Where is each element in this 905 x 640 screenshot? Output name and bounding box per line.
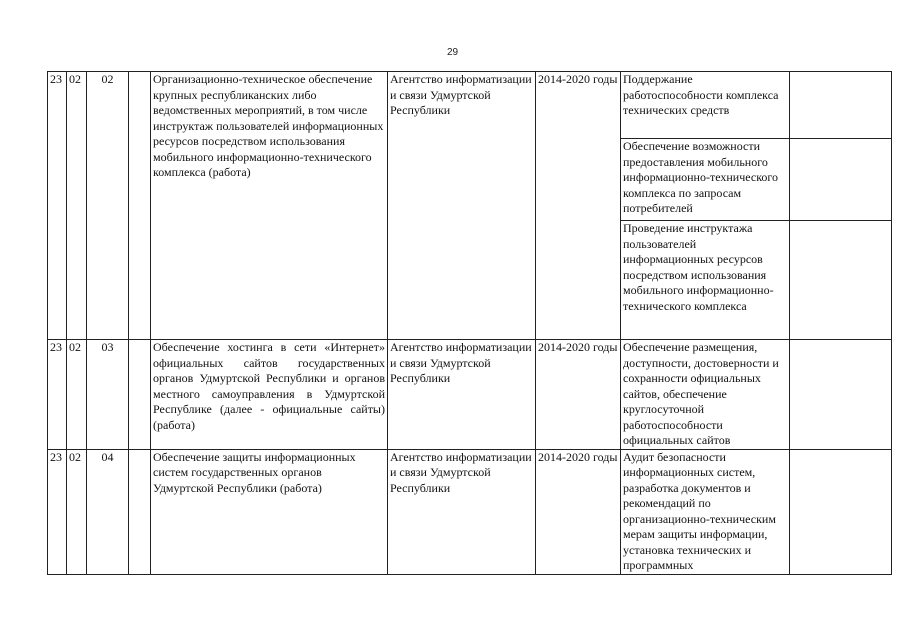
table-row [48,72,892,139]
item-code-cell: 02 [87,72,129,340]
section-code-cell: 23 [48,72,67,340]
indicator-cell [790,340,892,450]
activity-description-cell: Обеспечение хостинга в сети «Интернет» официальных сайтов государственных органов Удмуртской Республики и органов местного самоуправления в Удмуртской Республике (далее - официальные сайты) (работа) [151,340,388,450]
activity-description-cell: Обеспечение защиты информационных систем государственных органов Удмуртской Республики (работа) [151,449,388,574]
executor-cell: Агентство информатизации и связи Удмуртской Республики [388,340,536,450]
item-code-cell: 03 [87,340,129,450]
indicator-cell [790,449,892,574]
page-number: 29 [446,47,459,58]
result-cell: Аудит безопасности информационных систем, разработка документов и рекомендаций по организационно-техническим мерам защиты информации, установка технических и программных [621,449,790,574]
indicator-cell [790,139,892,221]
indicator-cell [790,72,892,139]
activity-description-cell: Организационно-техническое обеспечение крупных республиканских либо ведомственных мероприятий, в том числе инструктаж пользователей информационных ресурсов посредством использования мобильного информационно-технического комплекса (работа) [151,72,388,340]
executor-cell: Агентство информатизации и связи Удмуртской Республики [388,449,536,574]
period-cell: 2014-2020 годы [536,340,621,450]
subsection-code-cell: 02 [67,340,87,450]
result-cell: Обеспечение возможности предоставления мобильного информационно-технического комплекса по запросам потребителей [621,139,790,221]
indicator-cell [790,221,892,338]
table-row [48,340,892,450]
result-cell: Проведение инструктажа пользователей информационных ресурсов посредством использования мобильного информационно-технического комплекса [621,221,790,340]
table-row [48,449,892,574]
empty-code-cell [129,72,151,340]
period-cell: 2014-2020 годы [536,449,621,574]
section-code-cell: 23 [48,449,67,574]
period-cell: 2014-2020 годы [536,72,621,340]
executor-cell: Агентство информатизации и связи Удмуртской Республики [388,72,536,340]
item-code-cell: 04 [87,449,129,574]
result-cell: Обеспечение размещения, доступности, достоверности и сохранности официальных сайтов, обеспечение круглосуточной работоспособности официальных сайтов [621,340,790,450]
result-cell: Поддержание работоспособности комплекса технических средств [621,72,790,139]
section-code-cell: 23 [48,340,67,450]
empty-code-cell [129,449,151,574]
empty-code-cell [129,340,151,450]
subsection-code-cell: 02 [67,449,87,574]
subsection-code-cell: 02 [67,72,87,340]
program-activities-table [47,71,892,575]
